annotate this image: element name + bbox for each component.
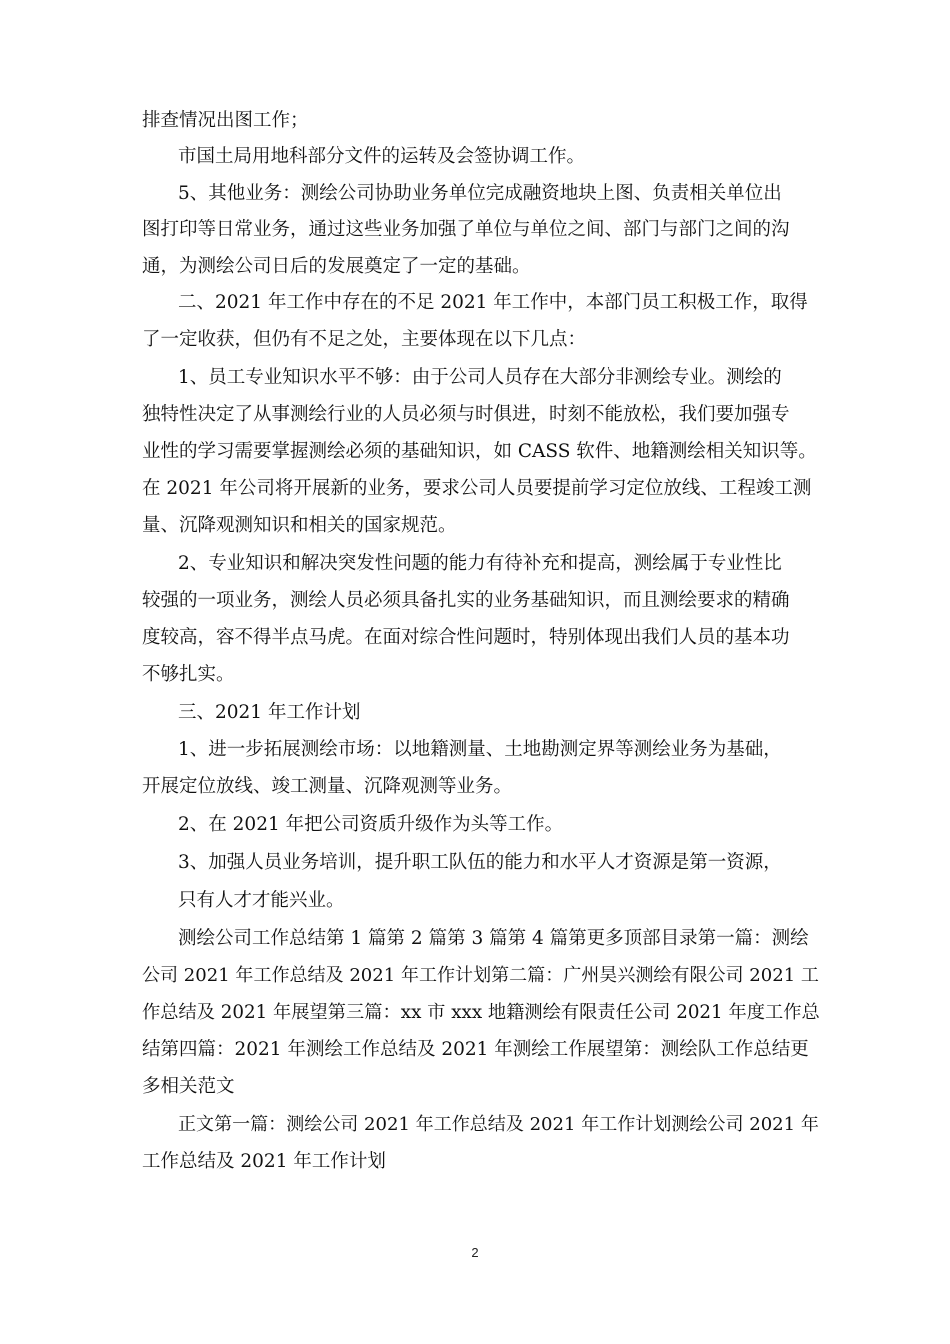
text-line: 了一定收获，但仍有不足之处，主要体现在以下几点：	[142, 329, 587, 350]
text-line: 通，为测绘公司日后的发展奠定了一定的基础。	[142, 256, 531, 277]
section-heading: 三、2021 年工作计划	[178, 702, 361, 723]
text-line: 正文第一篇：测绘公司 2021 年工作总结及 2021 年工作计划测绘公司 2021 年	[178, 1114, 819, 1135]
text-line: 作总结及 2021 年展望第三篇：xx 市 xxx 地籍测绘有限责任公司 2021 年度工作总	[142, 1002, 820, 1023]
text-line: 公司 2021 年工作总结及 2021 年工作计划第二篇：广州昊兴测绘有限公司 2021 工	[142, 965, 819, 986]
text-line: 不够扎实。	[142, 664, 235, 685]
text-line: 度较高，容不得半点马虎。在面对综合性问题时，特别体现出我们人员的基本功	[142, 627, 790, 648]
text-line: 结第四篇：2021 年测绘工作总结及 2021 年测绘工作展望第：测绘队工作总结更	[142, 1039, 809, 1060]
text-line: 开展定位放线、竣工测量、沉降观测等业务。	[142, 776, 513, 797]
text-line: 2、在 2021 年把公司资质升级作为头等工作。	[178, 814, 564, 835]
text-line: 业性的学习需要掌握测绘必须的基础知识，如 CASS 软件、地籍测绘相关知识等。	[142, 441, 817, 462]
text-line: 1、进一步拓展测绘市场：以地籍测量、土地勘测定界等测绘业务为基础，	[178, 739, 782, 760]
text-line: 测绘公司工作总结第 1 篇第 2 篇第 3 篇第 4 篇第更多顶部目录第一篇：测绘	[178, 928, 809, 949]
text-line: 较强的一项业务，测绘人员必须具备扎实的业务基础知识，而且测绘要求的精确	[142, 590, 790, 611]
text-line: 独特性决定了从事测绘行业的人员必须与时俱进，时刻不能放松，我们要加强专	[142, 404, 790, 425]
text-line: 2、专业知识和解决突发性问题的能力有待补充和提高，测绘属于专业性比	[178, 553, 782, 574]
text-line: 市国土局用地科部分文件的运转及会签协调工作。	[178, 146, 586, 167]
text-line: 二、2021 年工作中存在的不足 2021 年工作中，本部门员工积极工作，取得	[178, 292, 808, 313]
text-line: 多相关范文	[142, 1076, 235, 1097]
text-line: 在 2021 年公司将开展新的业务，要求公司人员要提前学习定位放线、工程竣工测	[142, 478, 812, 499]
text-line: 5、其他业务：测绘公司协助业务单位完成融资地块上图、负责相关单位出	[178, 183, 782, 204]
text-line: 1、员工专业知识水平不够：由于公司人员存在大部分非测绘专业。测绘的	[178, 367, 782, 388]
text-line: 工作总结及 2021 年工作计划	[142, 1151, 386, 1172]
text-line: 图打印等日常业务，通过这些业务加强了单位与单位之间、部门与部门之间的沟	[142, 219, 790, 240]
text-line: 只有人才才能兴业。	[178, 890, 345, 911]
text-line: 排查情况出图工作；	[142, 110, 309, 131]
text-line: 量、沉降观测知识和相关的国家规范。	[142, 515, 457, 536]
page-number: 2	[471, 1245, 479, 1260]
text-line: 3、加强人员业务培训，提升职工队伍的能力和水平人才资源是第一资源，	[178, 852, 782, 873]
